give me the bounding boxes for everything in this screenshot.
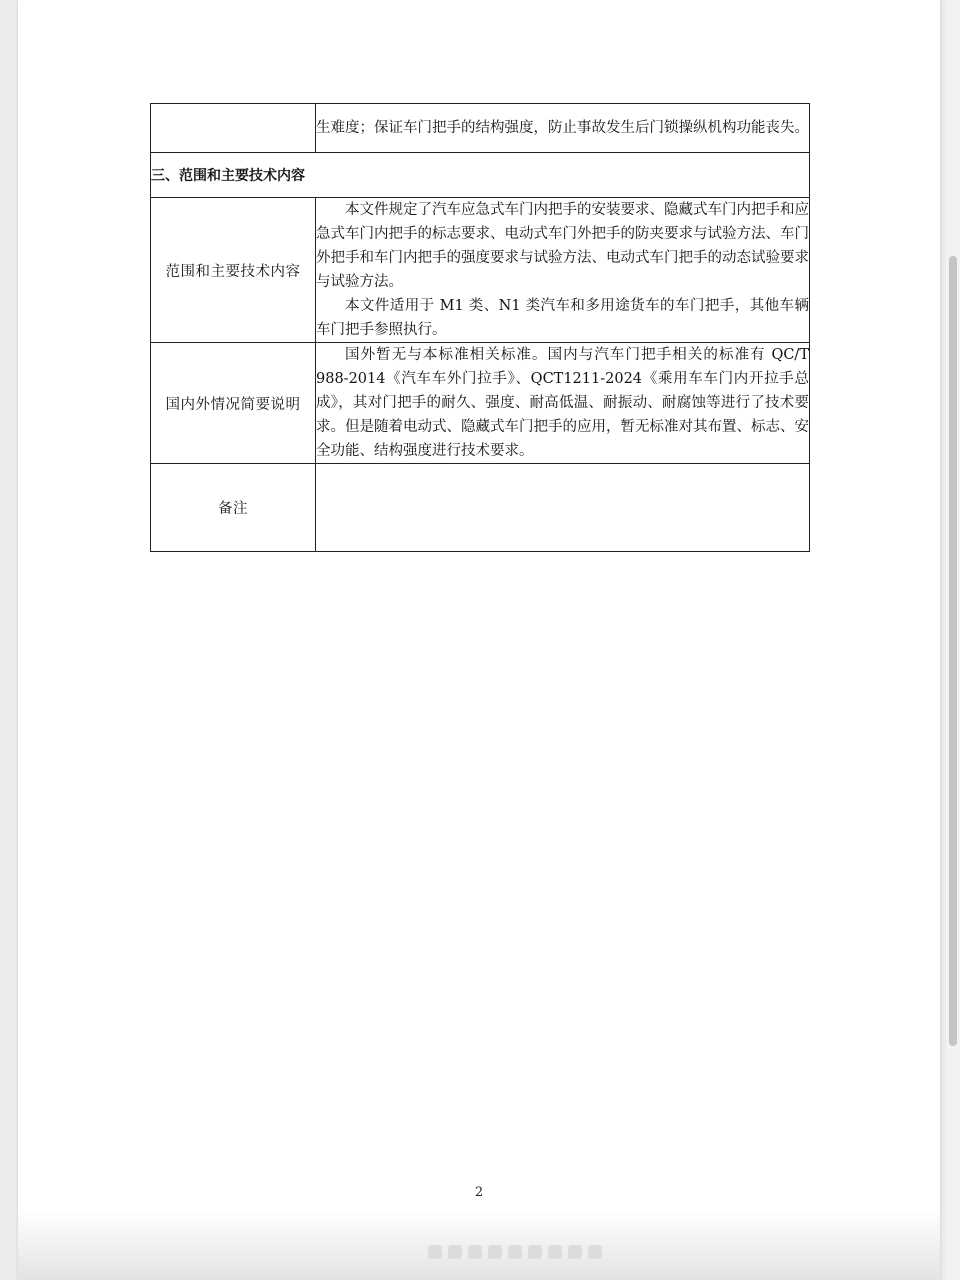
- watermark-mark: [568, 1245, 582, 1259]
- row-content-overview: [316, 343, 810, 464]
- row-label-scope: 范围和主要技术内容: [151, 198, 316, 343]
- page-number: 2: [474, 1185, 484, 1200]
- scope-paragraph-1: 本文件规定了汽车应急式车门内把手的安装要求、隐藏式车门内把手和应急式车门内把手的标志要求、电动式车门外把手的防夹要求与试验方法、车门外把手和车门内把手的强度要求与试验方法、电动式车门把手的动态试验要求与试验方法。: [316, 202, 809, 290]
- continued-text: 生难度；保证车门把手的结构强度，防止事故发生后门锁操纵机构功能丧失。: [316, 120, 809, 136]
- empty-label-cell: [151, 104, 316, 153]
- table-row-remarks: [151, 464, 810, 552]
- overview-paragraph-1: 国外暂无与本标准相关标准。国内与汽车门把手相关的标准有 QC/T 988-2014《汽车车外门拉手》、QCT1211-2024《乘用车车门内开拉手总成》，其对门把手的耐久、强度、耐高低温、耐振动、耐腐蚀等进行了技术要求。但是随着电动式、隐藏式车门把手的应用，暂无标准对其布置、标志、安全功能、结构强度进行技术要求。: [316, 347, 809, 459]
- scope-paragraph-2: 本文件适用于 M1 类、N1 类汽车和多用途货车的车门把手，其他车辆车门把手参照执行。: [316, 298, 809, 338]
- row-label-remarks: 备注: [151, 464, 316, 552]
- row-content-remarks: [316, 464, 810, 552]
- continued-text-cell: [316, 104, 810, 153]
- watermark-mark: [468, 1245, 482, 1259]
- scrollbar-thumb[interactable]: [949, 256, 957, 1046]
- watermark-mark: [528, 1245, 542, 1259]
- document-page: [18, 0, 940, 1280]
- table-row-continued: [151, 104, 810, 153]
- watermark-mark: [488, 1245, 502, 1259]
- section-heading: 三、范围和主要技术内容: [151, 153, 810, 198]
- vertical-scrollbar[interactable]: [946, 0, 960, 1280]
- table-row-overview: [151, 343, 810, 464]
- table-row-scope: [151, 198, 810, 343]
- row-content-scope: [316, 198, 810, 343]
- watermark-marks: [428, 1245, 602, 1261]
- row-label-overview: 国内外情况简要说明: [151, 343, 316, 464]
- table-row-section-heading: [151, 153, 810, 198]
- watermark-mark: [508, 1245, 522, 1259]
- watermark-mark: [548, 1245, 562, 1259]
- standard-info-table: [150, 103, 810, 552]
- watermark-mark: [588, 1245, 602, 1259]
- watermark-mark: [428, 1245, 442, 1259]
- watermark-mark: [448, 1245, 462, 1259]
